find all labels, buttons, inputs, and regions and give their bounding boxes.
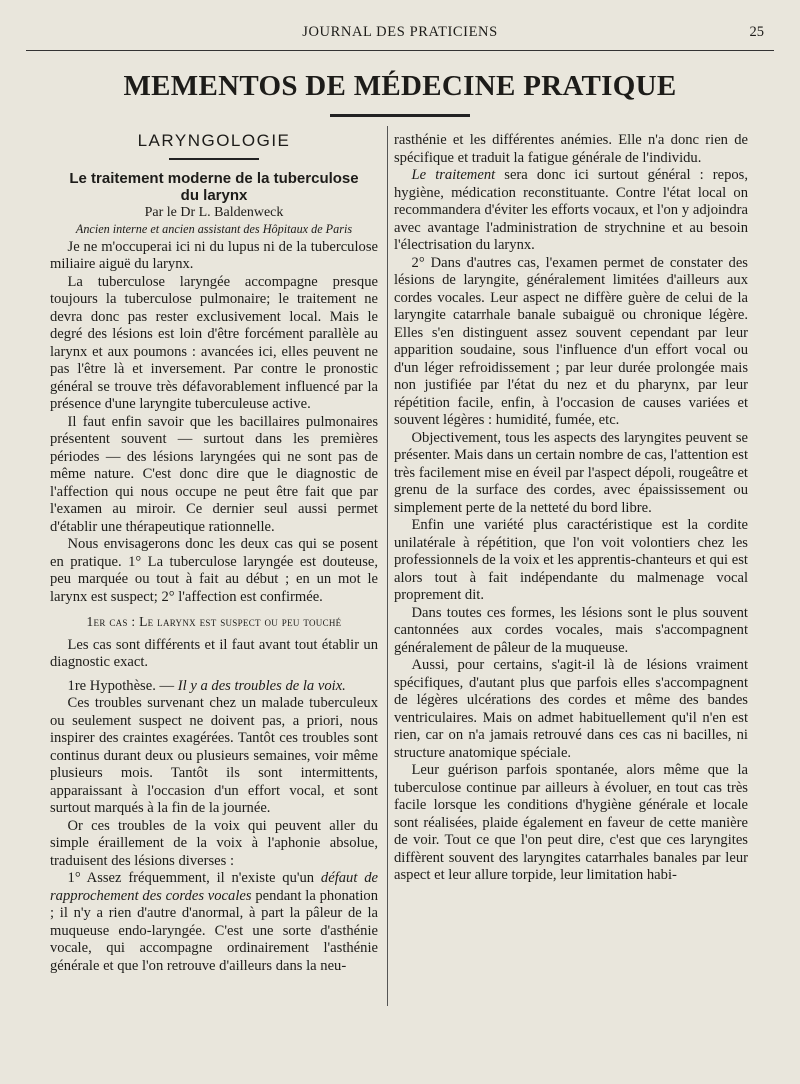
- paragraph: Leur guérison parfois spontanée, alors même que la tuberculose continue par ailleurs à évoluer, en tout cas très facile lorsque les conditions d'hygiène générale et locale sont réalisées, plaide également en faveur de cette manière de voir. Tout ce que l'on peut dire, c'est que ces laryngites diffèrent souvent des laryngites catarrhales banales par leur aspect et leur allure torpide, leur limitation habi-: [394, 762, 748, 883]
- hypothesis-heading: [50, 678, 378, 696]
- paragraph: Dans toutes ces formes, les lésions sont le plus souvent cantonnées aux cordes vocales, mais s'accompagnent généralement de pâleur de la muqueuse.: [394, 604, 748, 656]
- paragraph: rasthénie et les différentes anémies. Elle n'a donc rien de spécifique et traduit la fatigue générale de l'individu.: [394, 132, 748, 166]
- section-title: LARYNGOLOGIE: [137, 131, 291, 150]
- column-divider: [387, 126, 388, 1006]
- title-rule: [330, 114, 470, 117]
- page-number: 25: [749, 24, 764, 40]
- hypothesis-text: Il y a des troubles de la voix.: [177, 677, 346, 694]
- byline: Par le Dr L. Baldenweck: [144, 204, 284, 220]
- header-rule: [26, 50, 774, 51]
- paragraph: Enfin une variété plus caractéristique est la cordite unilatérale à répétition, que l'on voit volontiers chez les professionnels de la voix et les apprentis-chanteurs et qui est alors tout à fait indépendante du malmenage vocal proprement dit.: [394, 517, 748, 603]
- paragraph: Aussi, pour certains, s'agit-il là de lésions vraiment spécifiques, d'autant plus que parfois elles s'accompagnent de légères ulcérations des cordes et même des bandes ventriculaires. Mais on admet habituellement qu'il n'en est rien, car on n'a jamais retrouvé dans ces cas ni bacilles, ni structure anatomique spéciale.: [394, 657, 748, 761]
- case-heading: 1er cas : Le larynx est suspect ou peu touché: [86, 614, 342, 629]
- text-run: sera donc ici surtout général : repos, hygiène, médication reconstituante. Contre l'état local on recommandera d'éviter les efforts vocaux, et l'on y adjoindra avec avantage l'administration de strychnine et au besoin l'électrisation du larynx.: [394, 167, 749, 253]
- emphasis: défaut de rapprochement des cordes vocales: [50, 870, 378, 904]
- paragraph: [394, 167, 748, 255]
- paragraph: Je ne m'occuperai ici ni du lupus ni de la tuberculose miliaire aiguë du larynx.: [50, 238, 378, 272]
- paragraph: Objectivement, tous les aspects des laryngites peuvent se présenter. Mais dans un certain nombre de cas, l'attention est très facilement mise en éveil par l'aspect dépoli, rougeâtre et grenu de la surface des cordes, avec épaississement ou simplement perte de la netteté du bord libre.: [394, 429, 748, 516]
- right-column: [394, 132, 748, 885]
- paragraph: Ces troubles survenant chez un malade tuberculeux ou seulement suspect ne doivent pas, a priori, nous inspirer des craintes exagérées. Tantôt ces troubles sont continus durant deux ou plusieurs semaines, voir même plusieurs mois. Tantôt ils sont intermittents, apparaissant à l'occasion d'un effort vocal, et sont surtout marqués à la fin de la journée.: [50, 695, 378, 816]
- page-title: MEMENTOS DE MÉDECINE PRATIQUE: [123, 70, 677, 102]
- article-title-line2: du larynx: [180, 186, 248, 204]
- paragraph: Or ces troubles de la voix qui peuvent aller du simple éraillement de la voix à l'aphonie absolue, traduisent des lésions diverses :: [50, 817, 378, 869]
- paragraph: La tuberculose laryngée accompagne presque toujours la tuberculose pulmonaire; le traitement ne devra donc pas rester exclusivement local. Mais le degré des lésions est loin d'être forcément parallèle au larynx et aux poumons : avancées ici, elles peuvent ne pas l'être là et inversement. Par contre le pronostic général se trouve très défavorablement influencé par la présence d'une laryngite tuberculeuse active.: [50, 273, 378, 412]
- emphasis: Le traitement: [411, 167, 496, 183]
- paragraph: Nous envisagerons donc les deux cas qui se posent en pratique. 1° La tuberculose laryngée est douteuse, peu marquée ou tout à fait au début ; en un mot le larynx est suspect; 2° l'affection est confirmée.: [50, 536, 378, 605]
- affiliation: Ancien interne et ancien assistant des Hôpitaux de Paris: [75, 222, 353, 236]
- journal-title: JOURNAL DES PRATICIENS: [302, 24, 498, 40]
- text-run: 1° Assez fréquemment, il n'existe qu'un: [67, 870, 321, 886]
- left-column: [50, 132, 378, 975]
- paragraph: [50, 870, 378, 975]
- article-title-line1: Le traitement moderne de la tuberculose: [69, 169, 359, 187]
- hypothesis-label: 1re Hypothèse. —: [67, 677, 178, 694]
- section-rule: [169, 158, 259, 160]
- text-run: pendant la phonation ; il n'y a rien d'autre d'anormal, à part la pâleur de la muqueuse endo-laryngée. C'est une sorte d'asthénie vocale, qui accompagne ordinairement l'asthénie générale et que l'on retrouve d'ailleurs dans la neu-: [50, 887, 378, 974]
- paragraph: Il faut enfin savoir que les bacillaires pulmonaires présentent souvent — surtout dans les premières périodes — des lésions laryngées qui ne sont pas de même nature. C'est donc dire que le diagnostic de l'affection qui nous occupe ne peut être fait que par l'examen au miroir. Ce dernier seul aussi permet d'établir une thérapeutique rationnelle.: [50, 413, 378, 535]
- running-header: [0, 22, 800, 44]
- paragraph: Les cas sont différents et il faut avant tout établir un diagnostic exact.: [50, 636, 378, 670]
- paragraph: 2° Dans d'autres cas, l'examen permet de constater des lésions de laryngite, généralement limitées d'ailleurs aux cordes vocales. Leur aspect ne diffère guère de celui de la laryngite catarrhale banale subaiguë ou chronique légère. Elles s'en distinguent assez souvent cependant par leur apparition soudaine, sous l'influence d'un effort vocal ou d'un léger refroidissement ; par leur durée prolongée mais non justifiée par l'état du nez et du pharynx, par leur répétition facile, enfin, à l'occasion de causes variées et souvent légères : humidité, fumée, etc.: [394, 254, 748, 428]
